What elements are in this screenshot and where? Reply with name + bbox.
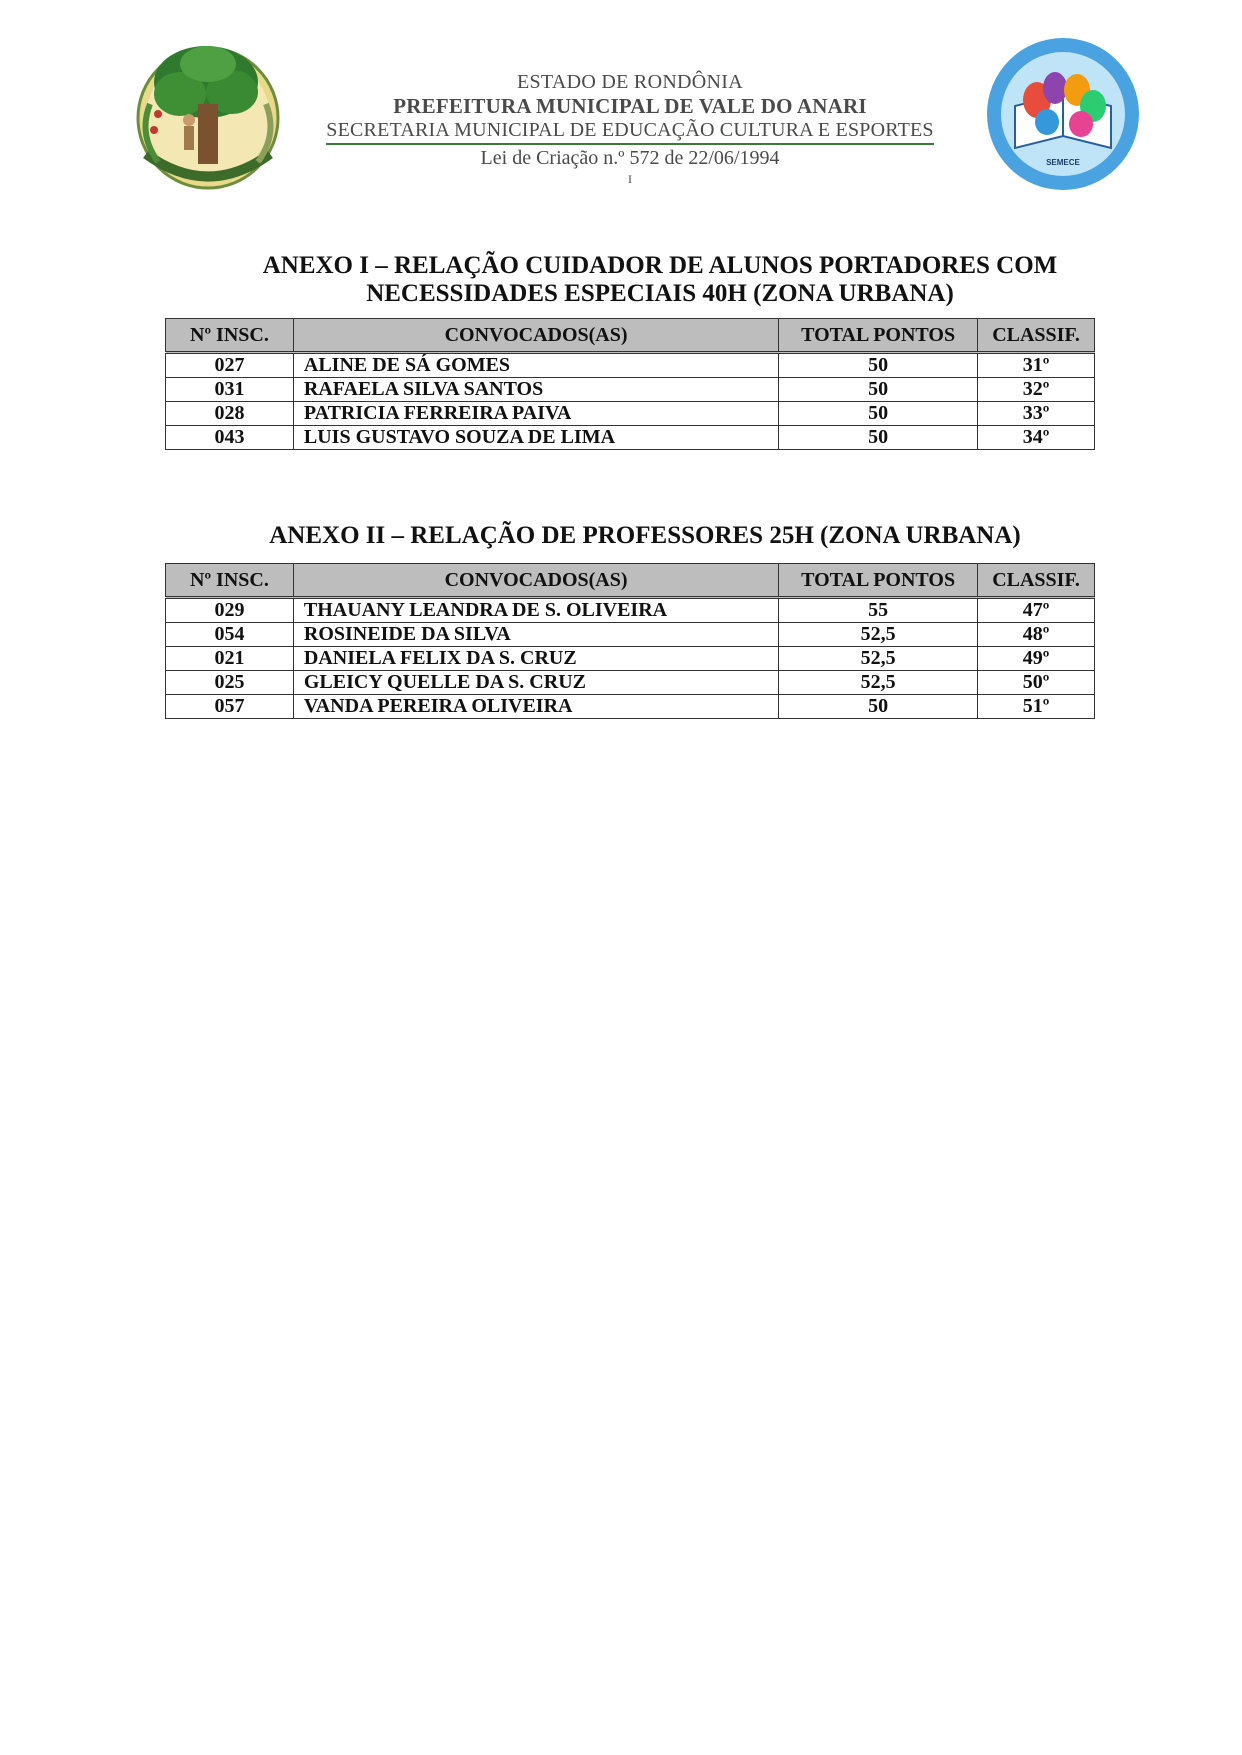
points-cell: 52,5	[779, 671, 978, 695]
rank-cell: 49º	[978, 647, 1095, 671]
municipality-name: PREFEITURA MUNICIPAL DE VALE DO ANARI	[393, 94, 867, 118]
secretariat-name: SECRETARIA MUNICIPAL DE EDUCAÇÃO CULTURA E ESPORTES	[326, 118, 933, 145]
table-header-row	[166, 319, 1095, 353]
semece-hands-book-icon	[985, 36, 1141, 192]
column-header-insc: Nº INSC.	[166, 564, 294, 598]
insc-cell: 027	[166, 353, 294, 378]
points-cell: 50	[779, 426, 978, 450]
insc-cell: 054	[166, 623, 294, 647]
annex1-title-line2: NECESSIDADES ESPECIAIS 40H (ZONA URBANA)	[366, 280, 954, 307]
letterhead-text	[300, 70, 960, 187]
letterhead	[0, 30, 1242, 200]
insc-cell: 031	[166, 378, 294, 402]
table-row	[166, 695, 1095, 719]
table-row	[166, 378, 1095, 402]
semece-logo-label: SEMECE	[1046, 158, 1080, 167]
table-row	[166, 623, 1095, 647]
points-cell: 50	[779, 378, 978, 402]
annex1-title	[165, 252, 1095, 308]
name-cell: ROSINEIDE DA SILVA	[293, 623, 778, 647]
column-header-name: CONVOCADOS(AS)	[293, 319, 778, 353]
column-header-rank: CLASSIF.	[978, 319, 1095, 353]
points-cell: 55	[779, 598, 978, 623]
insc-cell: 025	[166, 671, 294, 695]
insc-cell: 021	[166, 647, 294, 671]
rank-cell: 33º	[978, 402, 1095, 426]
name-cell: GLEICY QUELLE DA S. CRUZ	[293, 671, 778, 695]
name-cell: ALINE DE SÁ GOMES	[293, 353, 778, 378]
name-cell: RAFAELA SILVA SANTOS	[293, 378, 778, 402]
name-cell: PATRICIA FERREIRA PAIVA	[293, 402, 778, 426]
annex2-title: ANEXO II – RELAÇÃO DE PROFESSORES 25H (ZONA URBANA)	[269, 522, 1021, 549]
table-row	[166, 426, 1095, 450]
name-cell: VANDA PEREIRA OLIVEIRA	[293, 695, 778, 719]
table-header-row	[166, 564, 1095, 598]
points-cell: 50	[779, 402, 978, 426]
annex1-table	[165, 318, 1095, 450]
column-header-name: CONVOCADOS(AS)	[293, 564, 778, 598]
points-cell: 52,5	[779, 623, 978, 647]
insc-cell: 029	[166, 598, 294, 623]
column-header-insc: Nº INSC.	[166, 319, 294, 353]
annex2-table	[165, 563, 1095, 719]
points-cell: 50	[779, 695, 978, 719]
rank-cell: 51º	[978, 695, 1095, 719]
rank-cell: 50º	[978, 671, 1095, 695]
municipal-coat-of-arms-icon	[128, 34, 288, 194]
rank-cell: 34º	[978, 426, 1095, 450]
table-row	[166, 353, 1095, 378]
points-cell: 52,5	[779, 647, 978, 671]
column-header-points: TOTAL PONTOS	[779, 564, 978, 598]
rank-cell: 47º	[978, 598, 1095, 623]
creation-law: Lei de Criação n.º 572 de 22/06/1994	[480, 147, 780, 169]
page-mark: I	[628, 172, 632, 186]
insc-cell: 028	[166, 402, 294, 426]
name-cell: DANIELA FELIX DA S. CRUZ	[293, 647, 778, 671]
table-row	[166, 402, 1095, 426]
insc-cell: 043	[166, 426, 294, 450]
table-row	[166, 647, 1095, 671]
rank-cell: 48º	[978, 623, 1095, 647]
rank-cell: 32º	[978, 378, 1095, 402]
table-row	[166, 598, 1095, 623]
column-header-points: TOTAL PONTOS	[779, 319, 978, 353]
insc-cell: 057	[166, 695, 294, 719]
rank-cell: 31º	[978, 353, 1095, 378]
annex1-title-line1: ANEXO I – RELAÇÃO CUIDADOR DE ALUNOS PORTADORES COM	[262, 252, 1058, 279]
name-cell: LUIS GUSTAVO SOUZA DE LIMA	[293, 426, 778, 450]
table-row	[166, 671, 1095, 695]
state-name: ESTADO DE RONDÔNIA	[516, 71, 743, 93]
column-header-rank: CLASSIF.	[978, 564, 1095, 598]
name-cell: THAUANY LEANDRA DE S. OLIVEIRA	[293, 598, 778, 623]
points-cell: 50	[779, 353, 978, 378]
